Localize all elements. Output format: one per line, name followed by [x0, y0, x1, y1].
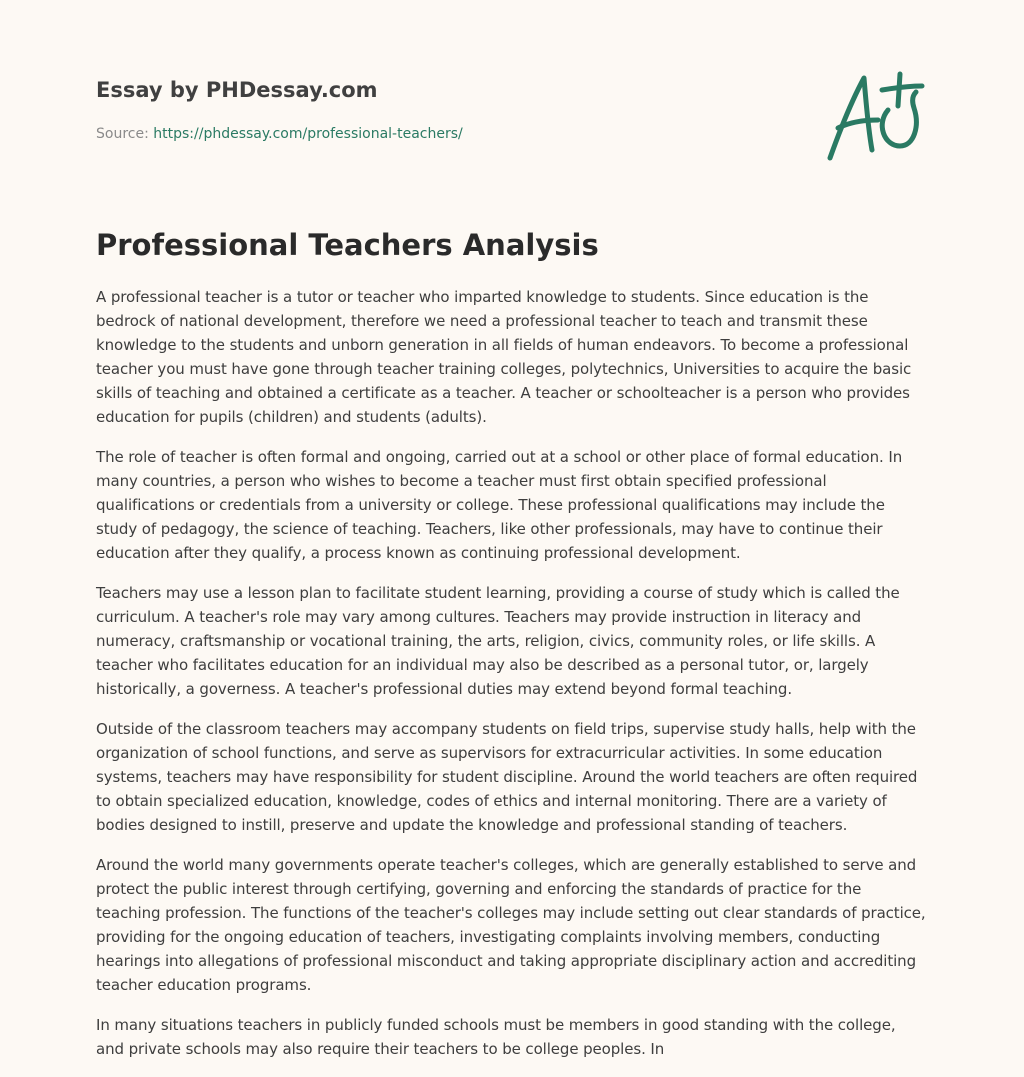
essay-paragraph-6: In many situations teachers in publicly funded schools must be members in good standing with the college, and private schools may also require their teachers to be college peoples. In: [96, 1016, 896, 1058]
essay-paragraph-3: Teachers may use a lesson plan to facilitate student learning, providing a course of study which is called the curriculum. A teacher's role may vary among cultures. Teachers may provide instruction in literacy and numeracy, craftsmanship or vocational training, the arts, religion, civics, community roles, or life skills. A teacher who facilitates education for an individual may also be described as a personal tutor, or, largely historically, a governess. A teacher's professional duties may extend beyond formal teaching.: [96, 584, 900, 698]
source-label: Source:: [96, 126, 149, 142]
essay-paragraph-4: Outside of the classroom teachers may accompany students on field trips, supervise study halls, help with the organization of school functions, and serve as supervisors for extracurricular activities. In some education systems, teachers may have responsibility for student discipline. Around the world teachers are often required to obtain specialized education, knowledge, codes of ethics and internal monitoring. There are a variety of bodies designed to instill, preserve and update the knowledge and professional standing of teachers.: [96, 720, 918, 834]
essay-paragraph-2: The role of teacher is often formal and ongoing, carried out at a school or other place of formal education. In many countries, a person who wishes to become a teacher must first obtain specified professional qualifications or credentials from a university or college. These professional qualifications may include the study of pedagogy, the science of teaching. Teachers, like other professionals, may have to continue their education after they qualify, a process known as continuing professional development.: [96, 448, 903, 562]
essay-title: Professional Teachers Analysis: [96, 228, 599, 262]
a-plus-logo: [818, 66, 928, 166]
a-plus-logo-icon: [818, 66, 928, 166]
essay-paragraph-5: Around the world many governments operate teacher's colleges, which are generally established to serve and protect the public interest through certifying, governing and enforcing the standards of practice for the teaching profession. The functions of the teacher's colleges may include setting out clear standards of practice, providing for the ongoing education of teachers, investigating complaints involving members, conducting hearings into allegations of professional misconduct and taking appropriate disciplinary action and accrediting teacher education programs.: [96, 856, 926, 994]
essay-body: [96, 285, 928, 1077]
site-title: Essay by PHDessay.com: [96, 78, 378, 102]
source-line: [96, 124, 463, 144]
source-link[interactable]: https://phdessay.com/professional-teachers/: [153, 126, 463, 142]
essay-paragraph-1: A professional teacher is a tutor or teacher who imparted knowledge to students. Since education is the bedrock of national development, therefore we need a professional teacher to teach and transmit these knowledge to the students and unborn generation in all fields of human endeavors. To become a professional teacher you must have gone through teacher training colleges, polytechnics, Universities to acquire the basic skills of teaching and obtained a certificate as a teacher. A teacher or schoolteacher is a person who provides education for pupils (children) and students (adults).: [96, 288, 912, 426]
